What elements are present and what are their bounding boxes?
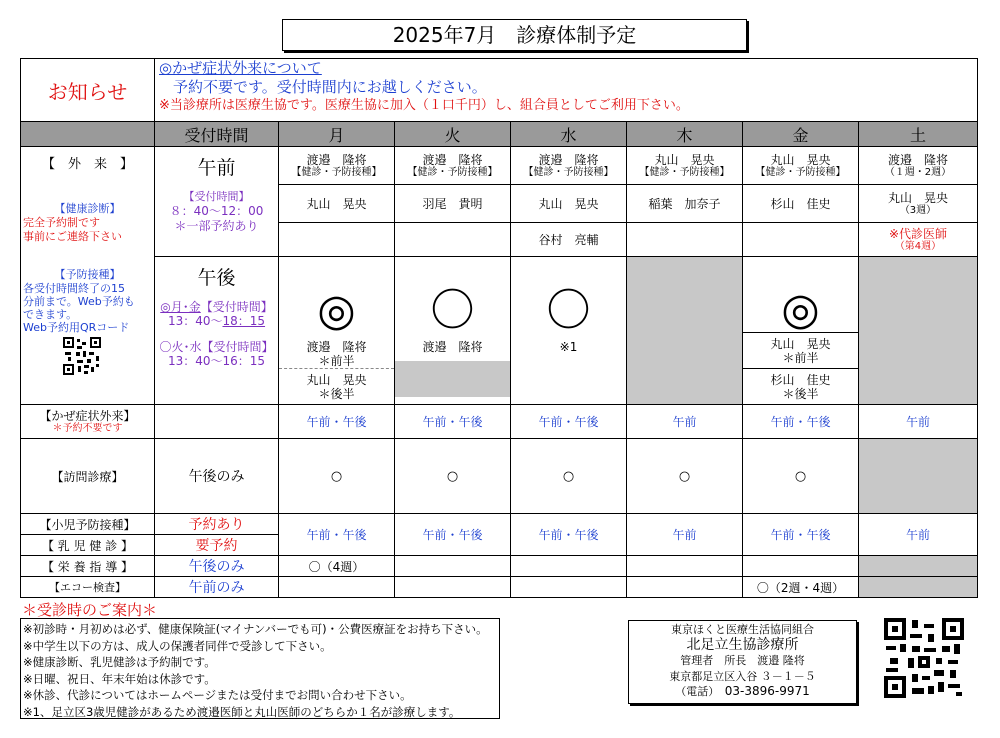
- doctor-name: 杉山 佳史: [770, 196, 831, 211]
- note-line: ※日曜、祝日、年末年始は休診です。: [23, 671, 216, 686]
- header-day-sat: 土: [859, 122, 978, 147]
- note-line: ※初診時・月初めは必ず、健康保険証(マイナンバーでも可)・公費医療証をお持ち下さい。: [23, 622, 488, 636]
- pm-tue-doc: [395, 333, 511, 405]
- circle-symbol: 〇: [546, 284, 591, 336]
- cold-wed: 午前・午後: [511, 405, 627, 439]
- outpatient-label: 【 外 来 】: [41, 157, 133, 172]
- visit-tue: ○: [395, 439, 511, 514]
- pm-reception-cell: [155, 257, 279, 405]
- am2-sat: [859, 185, 978, 223]
- notice-line3: ※当診療所は医療生協です。医療生協に加入（１口千円）し、組合員としてご利用下さい。: [159, 98, 689, 113]
- doctor-sub: 【健診・予防接種】: [523, 166, 614, 178]
- doctor-name: 稲葉 加奈子: [648, 196, 721, 211]
- header-day-tue: 火: [395, 122, 511, 147]
- note-line: ※休診、代診についてはホームページまたは受付までお問い合わせ下さい。: [23, 688, 412, 703]
- echo-label: 【エコー検査】: [21, 577, 155, 598]
- pm-thu-closed: [627, 257, 743, 405]
- pm-fri-doc2: [743, 369, 859, 405]
- am-reception-time: ８：40～12：00: [169, 204, 264, 218]
- double-circle-symbol: ◎: [317, 284, 356, 336]
- child-vacc-reception: 予約あり: [155, 514, 279, 535]
- am1-mon: [279, 147, 395, 185]
- visit-thu: ○: [627, 439, 743, 514]
- notice-line1: ◎かぜ症状外来について: [159, 59, 322, 77]
- clinic-qr-icon[interactable]: [884, 618, 964, 698]
- doctor-name: 杉山 佳史: [770, 372, 831, 387]
- infant-reception: 要予約: [155, 535, 279, 556]
- pm-mon-doc1: [279, 333, 395, 369]
- am2-tue: [395, 185, 511, 223]
- doctor-name: 渡邉 隆将: [306, 340, 367, 354]
- am1-fri: [743, 147, 859, 185]
- am-label: 午前: [197, 157, 236, 179]
- guide-title: ＊受診時のご案内＊: [22, 601, 158, 619]
- note-line: ※健康診断、乳児健診は予約制です。: [23, 655, 216, 670]
- am-reception-title: 【受付時間】: [183, 190, 250, 203]
- clinic-name: 北足立生協診療所: [686, 637, 799, 653]
- visit-sat-closed: [859, 439, 978, 514]
- echo-sat-closed: [859, 577, 978, 598]
- pm-mon-doc2: [279, 369, 395, 405]
- nutrition-wed: [511, 556, 627, 577]
- pm-mf-time-start: 13：40～: [167, 314, 223, 328]
- pm-sat-closed: [859, 257, 978, 405]
- pm-label: 午後: [197, 267, 236, 289]
- doctor-name: 渡邉 隆将: [422, 152, 483, 167]
- nutrition-reception: 午後のみ: [155, 556, 279, 577]
- circle-symbol: 〇: [430, 284, 475, 336]
- notes-box: [20, 618, 500, 719]
- clinic-address: 東京都足立区入谷 ３－１－５: [669, 670, 816, 683]
- pm-mon: [279, 257, 395, 336]
- doctor-sub: 【健診・予防接種】: [291, 166, 382, 178]
- doctor-name: 丸山 晃央: [306, 372, 367, 387]
- doctor-name: 丸山 晃央: [654, 152, 715, 167]
- cold-note: ＊予約不要です: [52, 422, 123, 434]
- pm-tue-closed-part: [395, 361, 510, 397]
- cold-fri: 午前・午後: [743, 405, 859, 439]
- vaccination-body-1: 各受付時間終了の15: [23, 282, 125, 295]
- cold-sat: 午前: [859, 405, 978, 439]
- pm-fri-doc1: [743, 333, 859, 369]
- substitute-week: （第4週）: [894, 240, 942, 252]
- pm-mf-days: ◎月･金: [160, 300, 201, 314]
- am3-wed: [511, 223, 627, 257]
- cold-thu: 午前: [627, 405, 743, 439]
- am2-thu: [627, 185, 743, 223]
- visit-mon: ○: [279, 439, 395, 514]
- cold-mon: 午前・午後: [279, 405, 395, 439]
- doctor-name: 谷村 亮輔: [538, 232, 599, 247]
- visit-fri: ○: [743, 439, 859, 514]
- nutrition-label: 【 栄 養 指 導 】: [21, 556, 155, 577]
- clinic-org: 東京ほくと医療生活協同組合: [671, 623, 814, 636]
- echo-thu: [627, 577, 743, 598]
- child-wed: 午前・午後: [511, 514, 627, 556]
- clinic-info-box: [628, 620, 857, 704]
- child-vacc-label: 【小児予防接種】: [21, 514, 155, 535]
- nutrition-sat-closed: [859, 556, 978, 577]
- schedule-table: [20, 58, 978, 598]
- doctor-sub: 【健診・予防接種】: [407, 166, 498, 178]
- pm-tw-title: 〇火･水【受付時間】: [159, 340, 274, 354]
- header-day-mon: 月: [279, 122, 395, 147]
- header-reception: 受付時間: [155, 122, 279, 147]
- echo-wed: [511, 577, 627, 598]
- pm-tue: [395, 257, 511, 336]
- vaccination-body-3: できます。: [23, 308, 78, 321]
- double-circle-symbol: ◎: [781, 284, 820, 335]
- clinic-phone[interactable]: 03-3896-9971: [724, 684, 810, 698]
- doctor-name: 丸山 晃央: [538, 196, 599, 211]
- doctor-name: 丸山 晃央: [770, 336, 831, 351]
- header-corner: [21, 122, 155, 147]
- am1-thu: [627, 147, 743, 185]
- pm-wed-doc: [511, 333, 627, 405]
- health-check-body-1: 完全予約制です: [23, 216, 100, 229]
- nutrition-thu: [627, 556, 743, 577]
- notice-box: [155, 59, 978, 122]
- am1-sat: [859, 147, 978, 185]
- child-mon: 午前・午後: [279, 514, 395, 556]
- doctor-name: 渡邉 隆将: [888, 152, 949, 167]
- am3-sat: [859, 223, 978, 257]
- visit-wed: ○: [511, 439, 627, 514]
- substitute-doctor: ※代診医師: [888, 226, 948, 241]
- echo-mon: [279, 577, 395, 598]
- clinic-phone-label: （電話）: [675, 685, 714, 698]
- doctor-name: 渡邉 隆将: [422, 339, 483, 354]
- child-sat: 午前: [859, 514, 978, 556]
- doctor-name: 丸山 晃央: [888, 190, 949, 205]
- doctor-sub: （１週・2週）: [884, 166, 952, 178]
- child-thu: 午前: [627, 514, 743, 556]
- am-note: ＊一部予約あり: [174, 219, 259, 233]
- shift-note: ＊後半: [318, 386, 355, 401]
- header-day-thu: 木: [627, 122, 743, 147]
- am2-wed: [511, 185, 627, 223]
- am1-wed: [511, 147, 627, 185]
- health-check-title: 【健康診断】: [54, 202, 121, 215]
- nutrition-mon: 〇（4週）: [279, 556, 395, 577]
- doctor-name: 丸山 晃央: [306, 196, 367, 211]
- am3-mon: [279, 223, 395, 257]
- cold-reception: [155, 405, 279, 439]
- outpatient-sidebar: [21, 147, 155, 405]
- echo-tue: [395, 577, 511, 598]
- visit-label: 【訪問診療】: [21, 439, 155, 514]
- am2-fri: [743, 185, 859, 223]
- visit-reception: 午後のみ: [155, 439, 279, 514]
- child-fri: 午前・午後: [743, 514, 859, 556]
- child-tue: 午前・午後: [395, 514, 511, 556]
- am2-mon: [279, 185, 395, 223]
- cold-label: 【かぜ症状外来】: [39, 408, 136, 423]
- header-day-fri: 金: [743, 122, 859, 147]
- infant-label: 【 乳 児 健 診 】: [21, 535, 155, 556]
- doctor-name: 羽尾 貴明: [422, 196, 483, 211]
- am-reception-cell: [155, 147, 279, 257]
- web-reservation-qr-icon[interactable]: [63, 337, 101, 375]
- am1-tue: [395, 147, 511, 185]
- pm-wed: [511, 257, 627, 336]
- shift-note: ＊前半: [318, 354, 355, 368]
- doctor-sub: 【健診・予防接種】: [639, 166, 730, 178]
- note-line: ※1、足立区3歳児健診があるため渡邉医師と丸山医師のどちらか１名が診療します。: [23, 704, 461, 719]
- notice-label: お知らせ: [21, 59, 155, 122]
- nutrition-fri: [743, 556, 859, 577]
- pm-fri: [743, 257, 859, 333]
- notice-line2: 予約不要です。受付時間内にお越しください。: [173, 78, 487, 96]
- cold-label-cell: [21, 405, 155, 439]
- doctor-note: ※1: [559, 339, 578, 354]
- vaccination-body-4: Web予約用QRコード: [23, 321, 130, 334]
- am3-thu: [627, 223, 743, 257]
- cold-tue: 午前・午後: [395, 405, 511, 439]
- shift-note: ＊前半: [782, 350, 819, 365]
- echo-fri: 〇（2週・4週）: [743, 577, 859, 598]
- doctor-sub: 【健診・予防接種】: [755, 166, 846, 178]
- header-day-wed: 水: [511, 122, 627, 147]
- doctor-name: 渡邉 隆将: [306, 152, 367, 167]
- vaccination-body-2: 分前まで。Web予約も: [23, 295, 135, 308]
- shift-note: ＊後半: [782, 386, 819, 401]
- echo-reception: 午前のみ: [155, 577, 279, 598]
- pm-mf-title: 【受付時間】: [200, 300, 273, 314]
- pm-mf-time-end: 18：15: [222, 314, 266, 328]
- nutrition-tue: [395, 556, 511, 577]
- am3-fri: [743, 223, 859, 257]
- doctor-name: 渡邉 隆将: [538, 152, 599, 167]
- health-check-body-2: 事前にご連絡下さい: [23, 230, 122, 243]
- vaccination-title: 【予防接種】: [54, 268, 121, 281]
- pm-tw-time: 13：40～16：15: [167, 354, 266, 368]
- am3-tue: [395, 223, 511, 257]
- note-line: ※中学生以下の方は、成人の保護者同伴で受診して下さい。: [23, 638, 332, 653]
- doctor-sub: （3週）: [899, 204, 937, 216]
- page-title: 2025年7月 診療体制予定: [282, 19, 747, 51]
- clinic-manager: 管理者 所長 渡邉 隆将: [680, 654, 805, 667]
- doctor-name: 丸山 晃央: [770, 152, 831, 167]
